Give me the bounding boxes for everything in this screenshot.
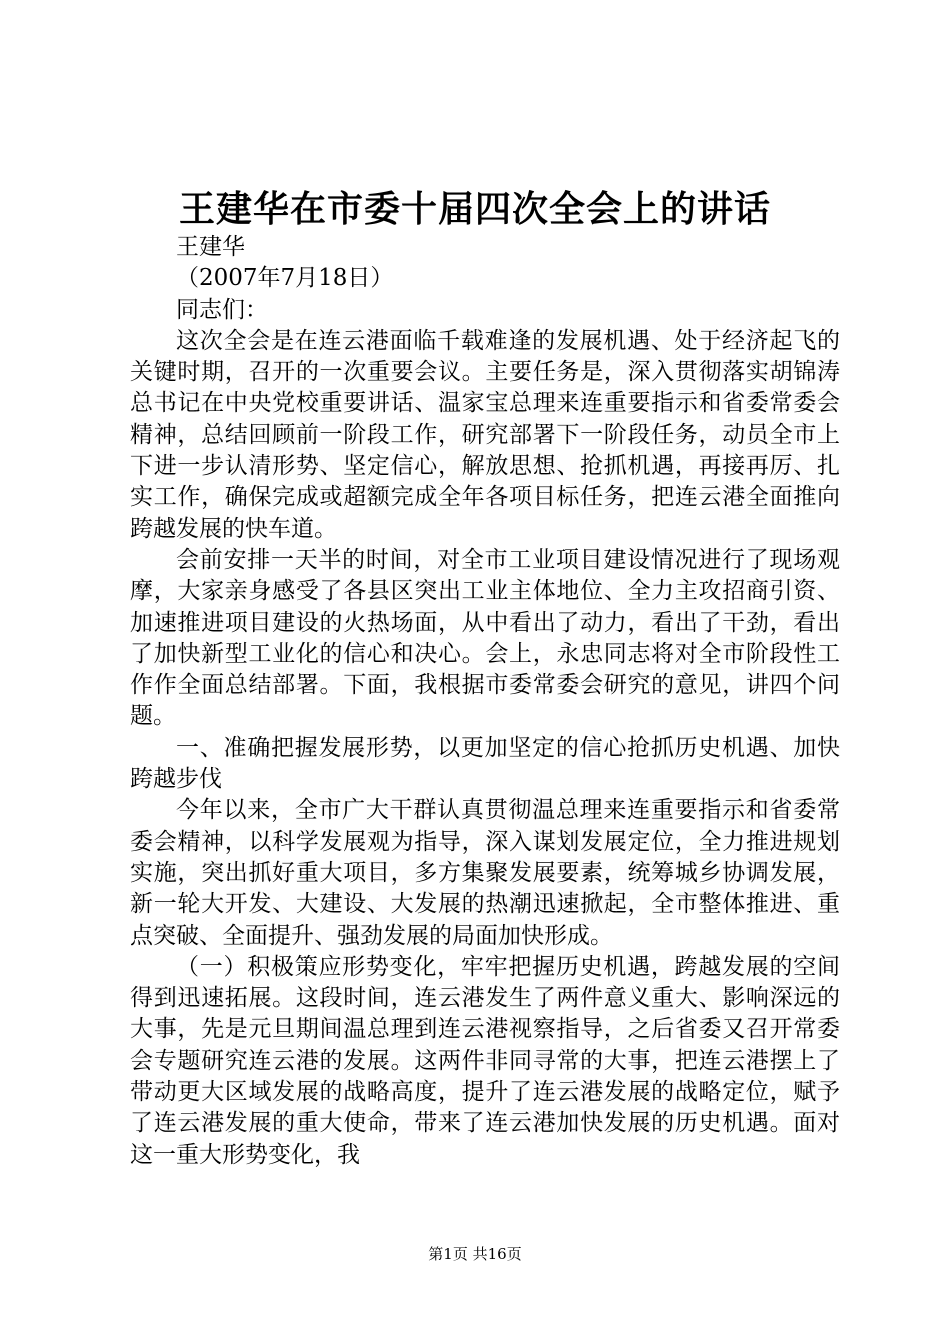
page-number-footer: 第1页 共16页	[428, 1245, 522, 1263]
paragraph-2: 会前安排一天半的时间，对全市工业项目建设情况进行了现场观摩，大家亲身感受了各县区突出工业主体地位、全力主攻招商引资、加速推进项目建设的火热场面，从中看出了动力，看出了干劲，看出了加快新型工业化的信心和决心。会上，永忠同志将对全市阶段性工作作全面总结部署。下面，我根据市委常委会研究的意见，讲四个问题。	[130, 546, 840, 730]
section-heading-1: 一、准确把握发展形势，以更加坚定的信心抢抓历史机遇、加快跨越步伐	[130, 734, 840, 793]
paragraph-4: （一）积极策应形势变化，牢牢把握历史机遇，跨越发展的空间得到迅速拓展。这段时间，连云港发生了两件意义重大、影响深远的大事，先是元旦期间温总理到连云港视察指导，之后省委又召开常委会专题研究连云港的发展。这两件非同寻常的大事，把连云港摆上了带动更大区域发展的战略高度，提升了连云港发展的战略定位，赋予了连云港发展的重大使命，带来了连云港加快发展的历史机遇。面对这一重大形势变化，我	[130, 953, 840, 1168]
paragraph-3: 今年以来，全市广大干群认真贯彻温总理来连重要指示和省委常委会精神，以科学发展观为指导，深入谋划发展定位，全力推进规划实施，突出抓好重大项目，多方集聚发展要素，统筹城乡协调发展，新一轮大开发、大建设、大发展的热潮迅速掀起，全市整体推进、重点突破、全面提升、强劲发展的局面加快形成。	[130, 797, 840, 949]
author-line: 王建华	[176, 234, 245, 260]
greeting-line: 同志们：	[176, 296, 268, 323]
document-body	[130, 232, 840, 1171]
date-line: （2007年7月18日）	[176, 265, 394, 292]
paragraph-1: 这次全会是在连云港面临千载难逢的发展机遇、处于经济起飞的关键时期，召开的一次重要会议。主要任务是，深入贯彻落实胡锦涛总书记在中央党校重要讲话、温家宝总理来连重要指示和省委常委会精神，总结回顾前一阶段工作，研究部署下一阶段任务，动员全市上下进一步认清形势、坚定信心，解放思想、抢抓机遇，再接再厉、扎实工作，确保完成或超额完成全年各项目标任务，把连云港全面推向跨越发展的快车道。	[130, 327, 840, 542]
document-title: 王建华在市委十届四次全会上的讲话	[178, 189, 771, 230]
